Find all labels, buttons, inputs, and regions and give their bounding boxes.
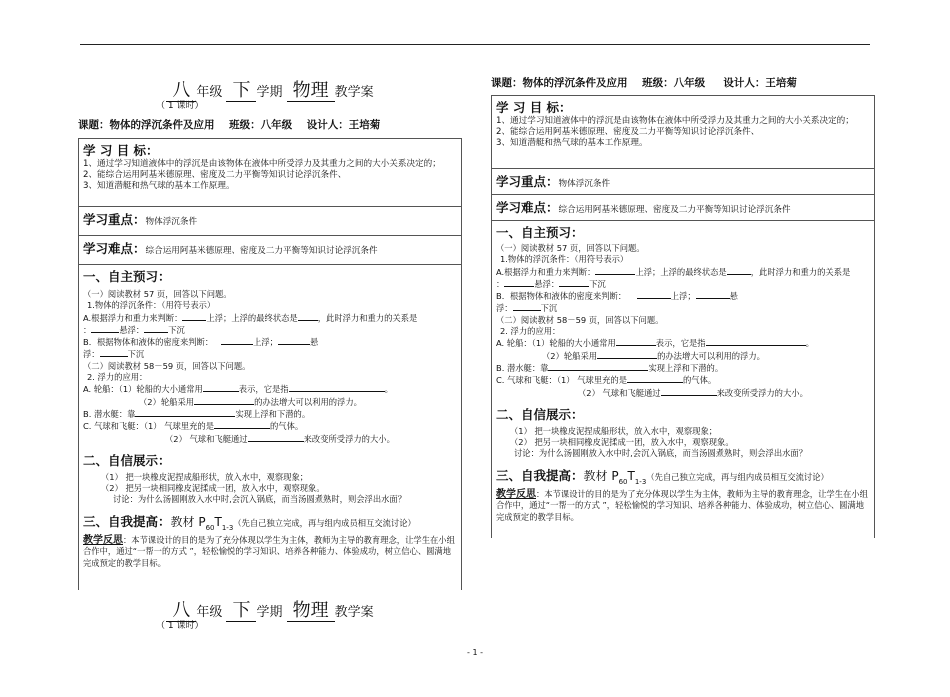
lesson-plan-box-right <box>491 95 875 538</box>
key-points-section-right: 学习重点：物体浮沉条件 <box>492 169 874 195</box>
lesson-meta-right: 课题：物体的浮沉条件及应用 班级：八年级 设计人：王培菊 <box>491 77 797 89</box>
key-points-section: 学习重点：物体浮沉条件 <box>79 207 461 236</box>
period-count-repeat: （ 1 课时） <box>156 621 204 631</box>
reflection-right: 教学反思：本节课设计的目的是为了充分体现以学生为主体，教师为主导的教育理念，让学生在小组合作中，通过“一帮一的方式 ”，轻松愉悦的学习知识、培养各种能力、体验成功，树立信心、圆满地完成预定的教学目标。 <box>496 488 868 522</box>
page-title-repeat: 八 年级 下 学期 物理 教学案 <box>78 596 462 622</box>
show-section: 二、自信展示： （1） 把一块橡皮泥捏成船形状，放入水中，观察现象； （2） 把另一块相同橡皮泥揉成一团，放入水中，观察现象。 讨论：为什么汤圆刚放入水中时,会沉入锅底，而当汤圆煮熟时，则会浮出水面？ <box>83 452 407 505</box>
lesson-plan-box <box>78 138 462 590</box>
top-rule <box>80 44 870 45</box>
page-number: - 1 - <box>467 648 483 657</box>
objectives-section <box>79 139 461 207</box>
difficulty-section: 学习难点：综合运用阿基米德原理、密度及二力平衡等知识讨论浮沉条件 <box>79 236 461 265</box>
objectives-section-right: 学 习 目 标： 1、通过学习知道液体中的浮沉是由该物体在液体中所受浮力及其重力之间的大小关系决定的； 2、能综合运用阿基米德原理、密度及二力平衡等知识讨论浮沉条件、 3、知道潜艇和热气球的基本工作原理。 <box>492 96 874 169</box>
objective-line: 3、知道潜艇和热气球的基本工作原理。 <box>83 181 235 192</box>
page-title: 八 年级 下 学期 物理 教学案 <box>78 76 462 102</box>
show-section-right: 二、自信展示： （1） 把一块橡皮泥捏成船形状，放入水中，观察现象； （2） 把另一块相同橡皮泥揉成一团，放入水中，观察现象。 讨论：为什么汤圆刚放入水中时,会沉入锅底，而当汤圆煮熟时，则会浮出水面？ <box>496 406 808 459</box>
objectives-heading: 学 习 目 标： <box>83 143 159 158</box>
period-count: （ 1 课时） <box>156 101 204 111</box>
preview-section: 一、自主预习： （一）阅读教材 57 页，回答以下问题。 1.物体的浮沉条件：（用符号表示） A.根据浮力和重力来判断： 上浮；上浮的最终状态是 ，此时浮力和重力的关系是 ： 悬浮： 下沉 B．根据物体和液体的密度来判断： 上浮； 悬 浮： 下沉 （二）阅读教材 58－59 页，回答以下问题。 2. 浮力的应用： A. 轮船：（1）轮船的大小通常用 表示，它是指 。 （2）轮船采用 的办法增大可以利用的浮力。 B. 潜水艇：靠 实现上浮和下潜的。 C. 气球和飞艇：（1） 气球里充的是 的气体。 （2） 气球和飞艇通过 来改变所受浮力的大小。 <box>83 269 418 444</box>
improve-section-right: 三、自我提高：教材 $P_{60}T_{1-3}$（先自己独立完成，再与组内成员相互交流讨论） <box>496 467 829 486</box>
reflection: 教学反思：本节课设计的目的是为了充分体现以学生为主体，教师为主导的教育理念，让学生在小组合作中，通过“一帮一的方式 ”，轻松愉悦的学习知识、培养各种能力、体验成功，树立信心、圆满地完成预定的教学目标。 <box>83 534 455 568</box>
difficulty-section-right: 学习难点：综合运用阿基米德原理、密度及二力平衡等知识讨论浮沉条件 <box>492 195 874 221</box>
objective-line: 2、能综合运用阿基米德原理、密度及二力平衡等知识讨论浮沉条件、 <box>83 170 347 181</box>
objective-line: 1、通过学习知道液体中的浮沉是由该物体在液体中所受浮力及其重力之间的大小关系决定的； <box>83 159 441 169</box>
lesson-meta: 课题：物体的浮沉条件及应用 班级：八年级 设计人：王培菊 <box>78 119 381 131</box>
preview-section-right: 一、自主预习： （一）阅读教材 57 页，回答以下问题。 1.物体的浮沉条件：（用符号表示） A.根据浮力和重力来判断： 上浮；上浮的最终状态是 ，此时浮力和重力的关系是 ： 悬浮： 下沉 B．根据物体和液体的密度来判断： 上浮； 悬 浮： 下沉 （二）阅读教材 58－59 页，回答以下问题。 2. 浮力的应用： A. 轮船：（1）轮船的大小通常用 表示，它是指 。 （2）轮船采用 的办法增大可以利用的浮力。 B. 潜水艇：靠 实现上浮和下潜的。 C. 气球和飞艇：（1） 气球里充的是 的气体。 （2） 气球和飞艇通过 来改变所受浮力的大小。 <box>496 225 851 398</box>
improve-section: 三、自我提高：教材 $P_{60}T_{1-3}$（先自己独立完成，再与组内成员相互交流讨论） <box>83 513 416 532</box>
